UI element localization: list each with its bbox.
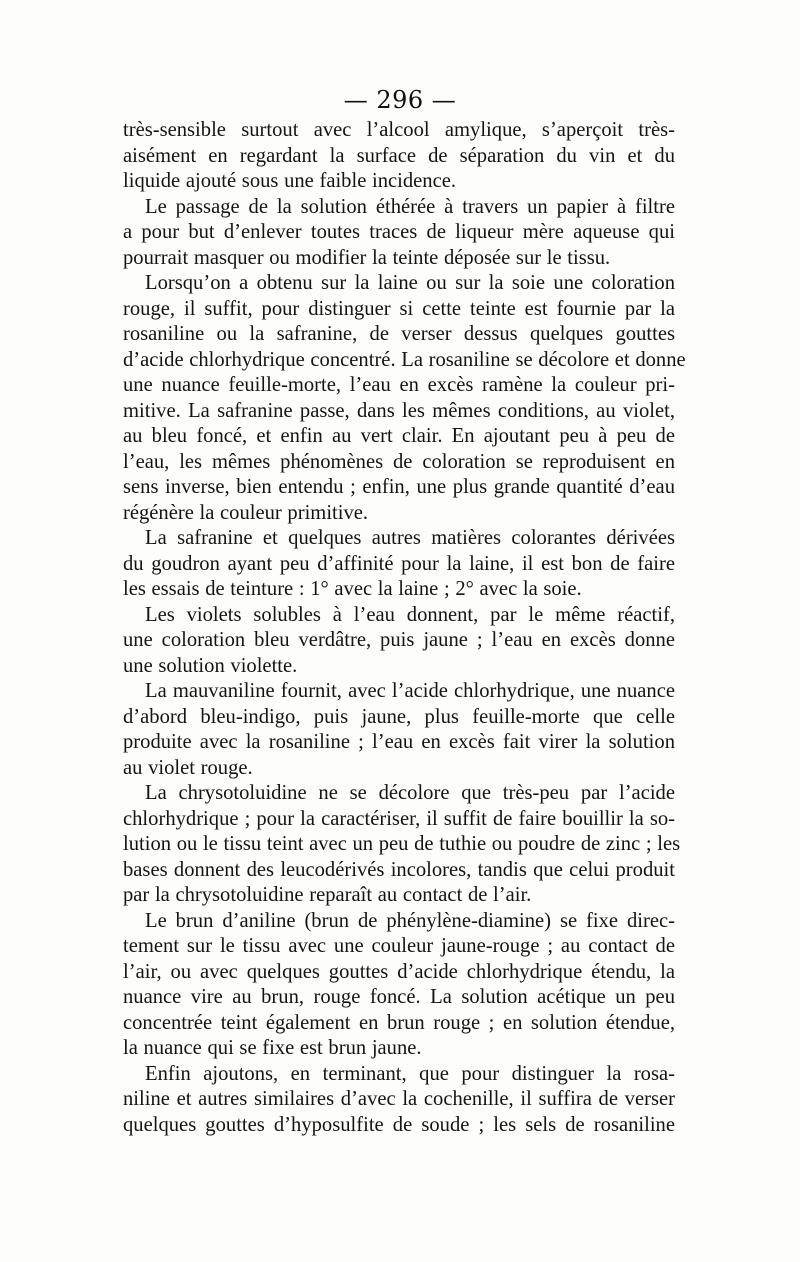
text-line: d’abord bleu-indigo, puis jaune, plus feuille-morte que celle bbox=[123, 705, 675, 728]
text-line: lution ou le tissu teint avec un peu de tuthie ou poudre de zinc ; les bbox=[123, 833, 681, 855]
text-line: La mauvaniline fournit, avec l’acide chlorhydrique, une nuance bbox=[145, 680, 675, 702]
text-line: une solution violette. bbox=[123, 654, 298, 677]
text-line: liquide ajouté sous une faible incidence. bbox=[123, 170, 457, 192]
text-line: les essais de teinture : 1° avec la laine ; 2° avec la soie. bbox=[123, 578, 582, 600]
text-line: l’air, ou avec quelques gouttes d’acide chlorhydrique étendu, la bbox=[123, 960, 675, 983]
text-line: une coloration bleu verdâtre, puis jaune ; l’eau en excès donne bbox=[123, 629, 675, 651]
text-line: d’acide chlorhydrique concentré. La rosaniline se décolore et donne bbox=[123, 348, 686, 371]
text-line: du goudron ayant peu d’affinité pour la laine, il est bon de faire bbox=[123, 552, 675, 575]
text-line: Enfin ajoutons, en terminant, que pour distinguer la rosa- bbox=[145, 1062, 675, 1085]
text-line: très-sensible surtout avec l’alcool amylique, s’aperçoit très- bbox=[123, 119, 675, 141]
text-line: a pour but d’enlever toutes traces de liqueur mère aqueuse qui bbox=[123, 221, 675, 243]
text-line: la nuance qui se fixe est brun jaune. bbox=[123, 1037, 422, 1059]
text-line: une nuance feuille-morte, l’eau en excès ramène la couleur pri- bbox=[123, 374, 675, 396]
text-line: Le brun d’aniline (brun de phénylène-diamine) se fixe direc- bbox=[145, 909, 675, 932]
text-line: Les violets solubles à l’eau donnent, par le même réactif, bbox=[145, 603, 675, 626]
text-line: produite avec la rosaniline ; l’eau en excès fait virer la solution bbox=[123, 731, 675, 753]
text-line: l’eau, les mêmes phénomènes de coloration se reproduisent en bbox=[123, 450, 675, 473]
text-line: rosaniline ou la safranine, de verser dessus quelques gouttes bbox=[123, 323, 675, 345]
page-number: — 296 — bbox=[343, 86, 457, 114]
text-line: chlorhydrique ; pour la caractériser, il suffit de faire bouillir la so- bbox=[123, 807, 675, 830]
text-line: sens inverse, bien entendu ; enfin, une plus grande quantité d’eau bbox=[123, 476, 675, 498]
text-line: concentrée teint également en brun rouge ; en solution étendue, bbox=[123, 1011, 675, 1034]
text-line: au bleu foncé, et enfin au vert clair. En ajoutant peu à peu de bbox=[123, 425, 675, 447]
text-line: mitive. La safranine passe, dans les mêmes conditions, au violet, bbox=[123, 399, 675, 422]
text-line: par la chrysotoluidine reparaît au contact de l’air. bbox=[123, 884, 532, 906]
text-line: La chrysotoluidine ne se décolore que très-peu par l’acide bbox=[145, 782, 675, 804]
text-line: bases donnent des leucodérivés incolores, tandis que celui produit bbox=[123, 858, 675, 881]
text-line: régénère la couleur primitive. bbox=[123, 501, 369, 524]
text-line: La safranine et quelques autres matières colorantes dérivées bbox=[145, 527, 675, 549]
text-line: quelques gouttes d’hyposulfite de soude ; les sels de rosaniline bbox=[123, 1113, 675, 1136]
text-line: rouge, il suffit, pour distinguer si cette teinte est fournie par la bbox=[123, 297, 675, 320]
text-line: Lorsqu’on a obtenu sur la laine ou sur la soie une coloration bbox=[145, 272, 675, 294]
text-line: au violet rouge. bbox=[123, 756, 253, 779]
text-line: niline et autres similaires d’avec la cochenille, il suffira de verser bbox=[123, 1088, 675, 1110]
text-line: nuance vire au brun, rouge foncé. La solution acétique un peu bbox=[123, 986, 675, 1008]
text-line: Le passage de la solution éthérée à travers un papier à filtre bbox=[145, 195, 675, 218]
body-text bbox=[123, 118, 686, 1138]
text-line: aisément en regardant la surface de séparation du vin et du bbox=[123, 144, 675, 167]
text-line: tement sur le tissu avec une couleur jaune-rouge ; au contact de bbox=[123, 935, 675, 957]
text-line: pourrait masquer ou modifier la teinte déposée sur le tissu. bbox=[123, 246, 611, 269]
